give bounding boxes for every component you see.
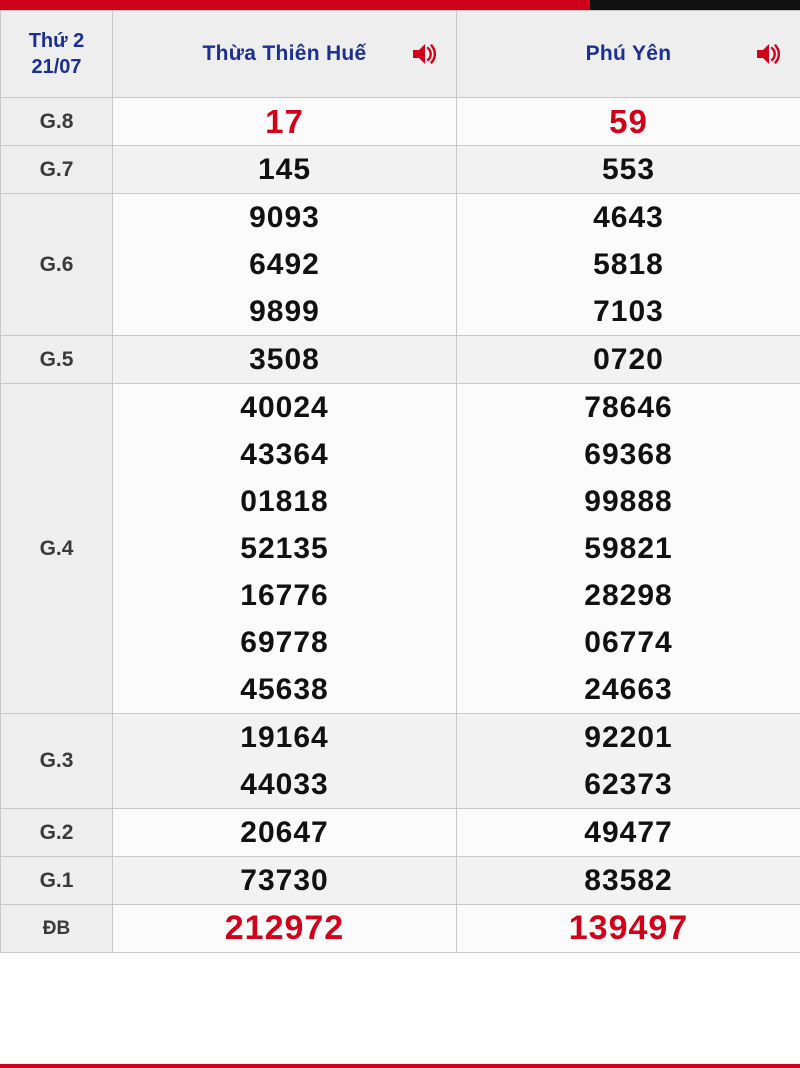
number: 17	[265, 103, 304, 140]
number: 9093	[249, 201, 320, 234]
number: 16776	[240, 579, 329, 612]
number: 73730	[240, 864, 329, 897]
speaker-icon[interactable]	[410, 40, 438, 68]
table-row	[1, 384, 800, 714]
prize-values-province-1	[113, 905, 457, 953]
table-row	[1, 905, 800, 953]
number: 9899	[249, 295, 320, 328]
header-province-2	[457, 11, 800, 98]
number: 52135	[240, 532, 329, 565]
prize-values-province-2	[457, 194, 800, 336]
header-province-2-label: Phú Yên	[585, 42, 672, 65]
header-row	[1, 11, 800, 98]
table-row	[1, 857, 800, 905]
number: 28298	[584, 579, 673, 612]
table-row	[1, 194, 800, 336]
prize-label: G.2	[1, 809, 113, 857]
header-date-cell	[1, 11, 113, 98]
number: 62373	[584, 768, 673, 801]
prize-label: G.6	[1, 194, 113, 336]
bottom-red-bar	[0, 1064, 800, 1068]
header-date-day: 21/07	[31, 56, 82, 78]
table-row	[1, 146, 800, 194]
top-dark-bar	[590, 0, 800, 10]
number: 24663	[584, 673, 673, 706]
table-header	[1, 11, 800, 98]
number: 59	[609, 103, 648, 140]
prize-values-province-1	[113, 714, 457, 809]
number: 7103	[593, 295, 664, 328]
prize-values-province-2	[457, 336, 800, 384]
prize-label: G.5	[1, 336, 113, 384]
number: 145	[257, 153, 312, 186]
number: 99888	[584, 485, 673, 518]
number: 139497	[568, 909, 689, 947]
header-date-weekday: Thứ 2	[28, 30, 85, 52]
prize-values-province-2	[457, 905, 800, 953]
prize-values-province-1	[113, 336, 457, 384]
prize-values-province-1	[113, 809, 457, 857]
number: 01818	[240, 485, 329, 518]
prize-values-province-2	[457, 384, 800, 714]
prize-values-province-2	[457, 146, 800, 194]
prize-label: G.4	[1, 384, 113, 714]
number: 44033	[240, 768, 329, 801]
number: 19164	[240, 721, 329, 754]
number: 78646	[584, 391, 673, 424]
table-row	[1, 336, 800, 384]
prize-values-province-1	[113, 98, 457, 146]
results-table	[0, 10, 800, 953]
number: 83582	[584, 864, 673, 897]
number: 69778	[240, 626, 329, 659]
number: 3508	[249, 343, 320, 376]
table-row	[1, 98, 800, 146]
prize-values-province-1	[113, 194, 457, 336]
table-row	[1, 809, 800, 857]
number: 43364	[240, 438, 329, 471]
number: 92201	[584, 721, 673, 754]
number: 553	[601, 153, 656, 186]
number: 5818	[593, 248, 664, 281]
number: 20647	[240, 816, 329, 849]
prize-values-province-1	[113, 857, 457, 905]
number: 6492	[249, 248, 320, 281]
prize-values-province-2	[457, 98, 800, 146]
prize-label: G.8	[1, 98, 113, 146]
prize-label: G.7	[1, 146, 113, 194]
number: 49477	[584, 816, 673, 849]
number: 06774	[584, 626, 673, 659]
number: 59821	[584, 532, 673, 565]
prize-label: G.3	[1, 714, 113, 809]
header-province-1-label: Thừa Thiên Huế	[202, 42, 367, 65]
speaker-icon[interactable]	[754, 40, 782, 68]
prize-values-province-2	[457, 857, 800, 905]
number: 45638	[240, 673, 329, 706]
table-body	[1, 98, 800, 953]
number: 4643	[593, 201, 664, 234]
table-row	[1, 714, 800, 809]
prize-values-province-2	[457, 809, 800, 857]
number: 0720	[593, 343, 664, 376]
prize-label: G.1	[1, 857, 113, 905]
prize-values-province-1	[113, 384, 457, 714]
number: 69368	[584, 438, 673, 471]
header-province-1	[113, 11, 457, 98]
number: 40024	[240, 391, 329, 424]
prize-values-province-2	[457, 714, 800, 809]
prize-label: ĐB	[1, 905, 113, 953]
number: 212972	[224, 909, 345, 947]
prize-values-province-1	[113, 146, 457, 194]
